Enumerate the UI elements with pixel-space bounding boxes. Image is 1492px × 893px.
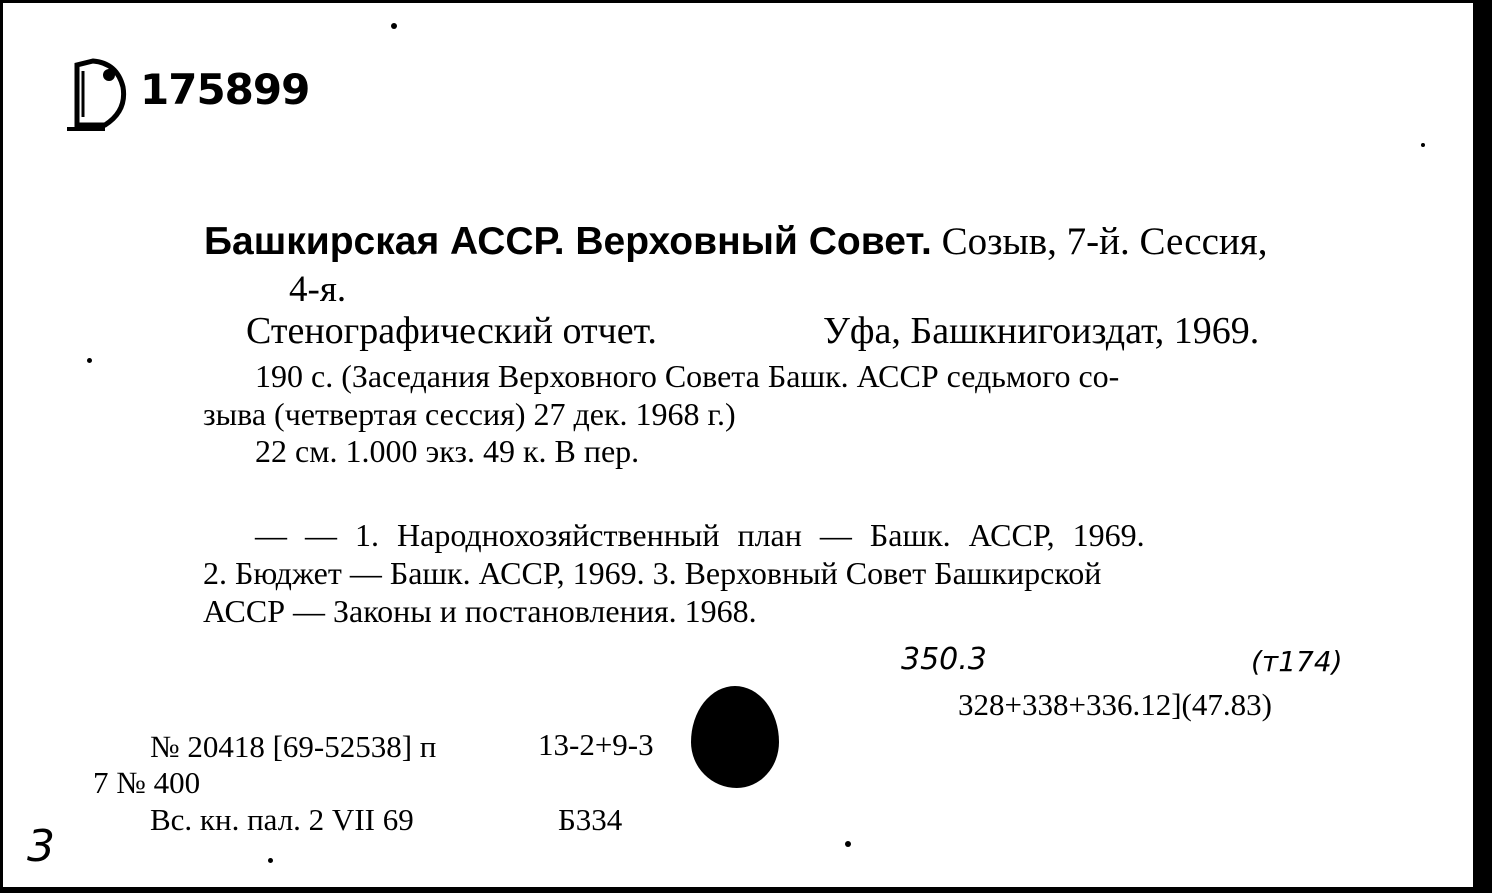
description-line-1: 190 с. (Заседания Верховного Совета Башк. АССР седьмого со- [255, 358, 1120, 394]
handwritten-code: 350.3 [901, 642, 987, 677]
chamber-code: Б334 [558, 802, 623, 837]
subjects-line-2: 2. Бюджет — Башк. АССР, 1969. 3. Верховный Совет Башкирской [203, 555, 1102, 591]
record-code: 13-2+9-3 [538, 727, 654, 762]
stamp-d-icon [65, 51, 137, 137]
description-line-3: 22 см. 1.000 экз. 49 к. В пер. [255, 433, 640, 469]
description-line-2: зыва (четвертая сессия) 27 дек. 1968 г.) [203, 396, 736, 432]
ink-speck [845, 841, 851, 847]
handwritten-note: (т174) [1251, 645, 1343, 678]
record-number: № 20418 [69-52538] п [150, 729, 437, 764]
subjects-line-3: АССР — Законы и постановления. 1968. [203, 593, 757, 629]
chamber-date: Вс. кн. пал. 2 VII 69 [150, 802, 414, 837]
ink-blot [691, 686, 779, 788]
heading-bold: Башкирская АССР. Верховный Совет. [204, 220, 932, 263]
card-number: 175899 [140, 65, 310, 114]
print-run: 7 № 400 [93, 765, 201, 800]
subjects-line-1: — — 1. Народнохозяйственный план — Башк. АССР, 1969. [255, 517, 1145, 553]
ink-speck [1421, 143, 1425, 147]
title-text: Стенографический отчет. [246, 310, 657, 352]
ink-speck [87, 358, 92, 363]
catalog-card [3, 3, 1473, 887]
heading-line2: 4-я. [289, 269, 347, 310]
ink-speck [391, 23, 397, 29]
heading-line [204, 222, 1268, 261]
card-edge [1473, 0, 1492, 893]
imprint-text: Уфа, Башкнигоиздат, 1969. [823, 310, 1260, 352]
corner-mark: 3 [27, 821, 55, 872]
ink-speck [268, 858, 273, 863]
classification-index: 328+338+336.12](47.83) [958, 687, 1272, 722]
heading-rest: Созыв, 7-й. Сессия, [941, 220, 1268, 263]
